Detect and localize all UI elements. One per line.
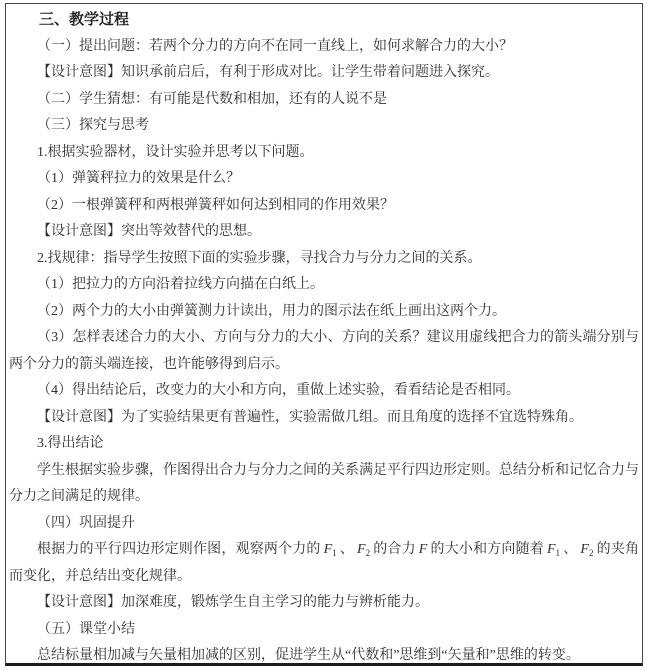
para-design-intent-3: 【设计意图】为了实验结果更有普遍性，实验需做几组。而且角度的选择不宜选特殊角。 xyxy=(37,409,583,425)
para-consolidate-heading: （四）巩固提升 xyxy=(37,515,135,531)
para-procedure-4: （4）得出结论后，改变力的大小和方向，重做上述实验，看看结论是否相同。 xyxy=(37,383,520,398)
math-base: F xyxy=(418,542,428,557)
text-run: 的大小和方向随着 xyxy=(430,542,544,557)
para-procedure-1: （1）把拉力的方向沿着拉线方向描在白纸上。 xyxy=(37,277,324,292)
para-summary-heading: （五）课堂小结 xyxy=(37,621,135,637)
math-base: F xyxy=(546,542,556,557)
math-subscript: 1 xyxy=(332,548,337,558)
para-step2-find-rule: 2.找规律：指导学生按照下面的实验步骤，寻找合力与分力之间的关系。 xyxy=(37,250,482,266)
math-base: F xyxy=(580,542,589,557)
para-parallelogram-math xyxy=(9,537,639,590)
para-design-intent-4: 【设计意图】加深难度，锻炼学生自主学习的能力与辨析能力。 xyxy=(37,595,429,610)
para-question-2: （2）一根弹簧秤和两根弹簧秤如何达到相同的作用效果？ xyxy=(37,197,394,213)
doc-frame xyxy=(5,3,643,666)
math-symbol-F2 xyxy=(580,542,593,557)
para-question-1: （1）弹簧秤拉力的效果是什么？ xyxy=(37,171,240,186)
para-summary-detail: 总结标量相加减与矢量相加减的区别，促进学生从“代数和”思维到“矢量和”思维的转变。 xyxy=(37,648,580,663)
text-run: 、 xyxy=(563,542,578,557)
math-base: F xyxy=(323,542,333,557)
para-procedure-2: （2）两个力的大小由弹簧测力计读出，用力的图示法在纸上画出这两个力。 xyxy=(37,303,506,319)
para-step3-conclusion: 3.得出结论 xyxy=(37,436,104,451)
para-procedure-3: （3）怎样表述合力的大小、方向与分力的大小、方向的关系？建议用虚线把合力的箭头端分别与两个分力的箭头端连接，也许能够得到启示。 xyxy=(9,330,639,372)
math-subscript: 1 xyxy=(555,548,561,558)
para-design-intent-1: 【设计意图】知识承前启后，有利于形成对比。让学生带着问题进入探究。 xyxy=(37,65,499,80)
page-title: 三、教学过程 xyxy=(39,12,130,28)
math-symbol-F2 xyxy=(357,542,370,557)
para-design-intent-2: 【设计意图】突出等效替代的思想。 xyxy=(37,224,261,239)
para-explore-heading: （三）探究与思考 xyxy=(37,118,149,133)
para-step1-experiment: 1.根据实验器材，设计实验并思考以下问题。 xyxy=(37,144,314,160)
text-run: 、 xyxy=(339,542,355,557)
math-symbol-F1 xyxy=(547,542,560,557)
math-base: F xyxy=(357,542,366,557)
text-run: 根据力的平行四边形定则作图，观察两个力的 xyxy=(37,542,321,557)
para-conclusion-detail: 学生根据实验步骤，作图得出合力与分力之间的关系满足平行四边形定则。总结分析和记忆合力与分力之间满足的规律。 xyxy=(9,462,639,504)
text-run: 的夹角而变化，并总结出变化规律。 xyxy=(9,542,640,584)
math-symbol-F1 xyxy=(324,542,337,557)
para-propose-question: （一）提出问题：若两个分力的方向不在同一直线上，如何求解合力的大小？ xyxy=(37,38,513,54)
math-symbol-F xyxy=(419,542,428,557)
text-run: 的合力 xyxy=(373,542,416,557)
math-subscript: 2 xyxy=(588,548,594,558)
para-student-guess: （二）学生猜想：有可能是代数和相加，还有的人说不是 xyxy=(37,91,387,107)
math-subscript: 2 xyxy=(365,548,371,558)
